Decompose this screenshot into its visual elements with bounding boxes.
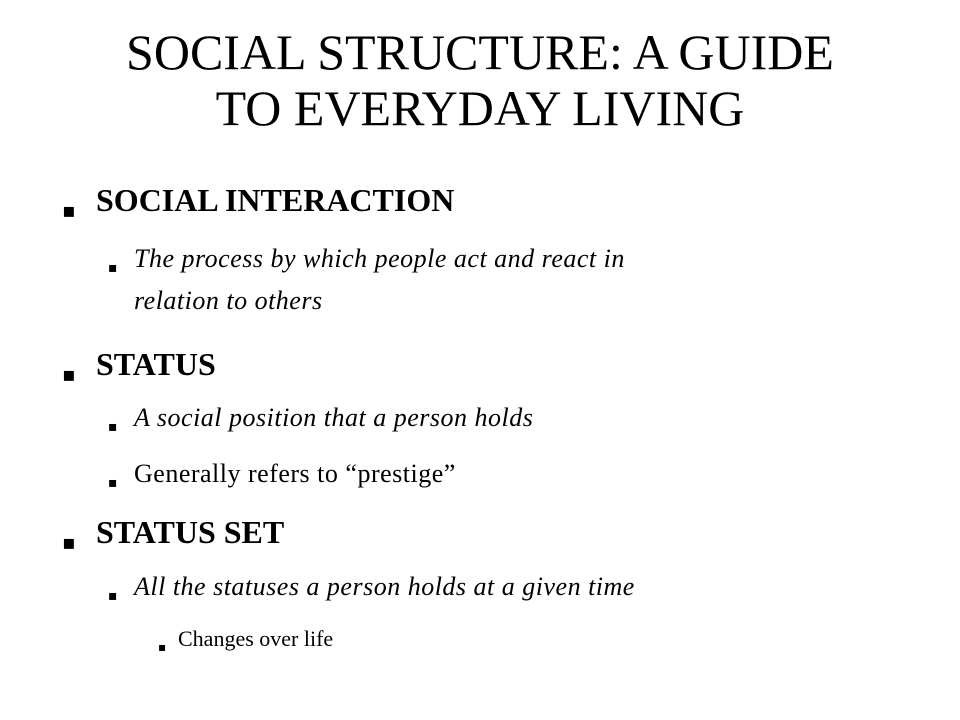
bullet-heading: SOCIAL INTERACTION	[96, 182, 455, 218]
title-line-2: TO EVERYDAY LIVING	[215, 80, 745, 136]
square-bullet-icon: ▪	[108, 475, 118, 491]
title-line-1: SOCIAL STRUCTURE: A GUIDE	[126, 24, 834, 80]
square-bullet-icon: ▪	[62, 198, 76, 222]
square-bullet-icon: ▪	[108, 260, 118, 276]
sub-bullet-continuation	[134, 284, 323, 318]
sub-bullet-status-definition	[108, 401, 534, 435]
square-bullet-icon: ▪	[108, 588, 118, 604]
square-bullet-icon: ▪	[108, 419, 118, 435]
bullet-heading: STATUS SET	[96, 514, 285, 550]
bullet-social-interaction	[62, 180, 455, 222]
bullet-status	[62, 344, 216, 386]
sub-bullet-text: A social position that a person holds	[134, 403, 534, 432]
bullet-heading: STATUS	[96, 346, 216, 382]
square-bullet-icon: ▪	[158, 640, 167, 654]
sub-bullet-status-prestige	[108, 457, 456, 491]
slide-title	[40, 24, 920, 136]
square-bullet-icon: ▪	[62, 362, 76, 386]
bullet-status-set	[62, 512, 285, 554]
sub-bullet-status-set-definition	[108, 570, 635, 604]
sub-bullet-text: relation to others	[134, 286, 323, 315]
sub-bullet-text: All the statuses a person holds at a given time	[134, 572, 635, 601]
sub-sub-bullet-changes	[158, 624, 334, 654]
sub-bullet-interaction-definition	[108, 242, 625, 276]
sub-bullet-text: The process by which people act and react in	[134, 244, 625, 273]
sub-sub-bullet-text: Changes over life	[178, 626, 334, 651]
square-bullet-icon: ▪	[62, 530, 76, 554]
sub-bullet-text: Generally refers to “prestige”	[134, 459, 456, 488]
